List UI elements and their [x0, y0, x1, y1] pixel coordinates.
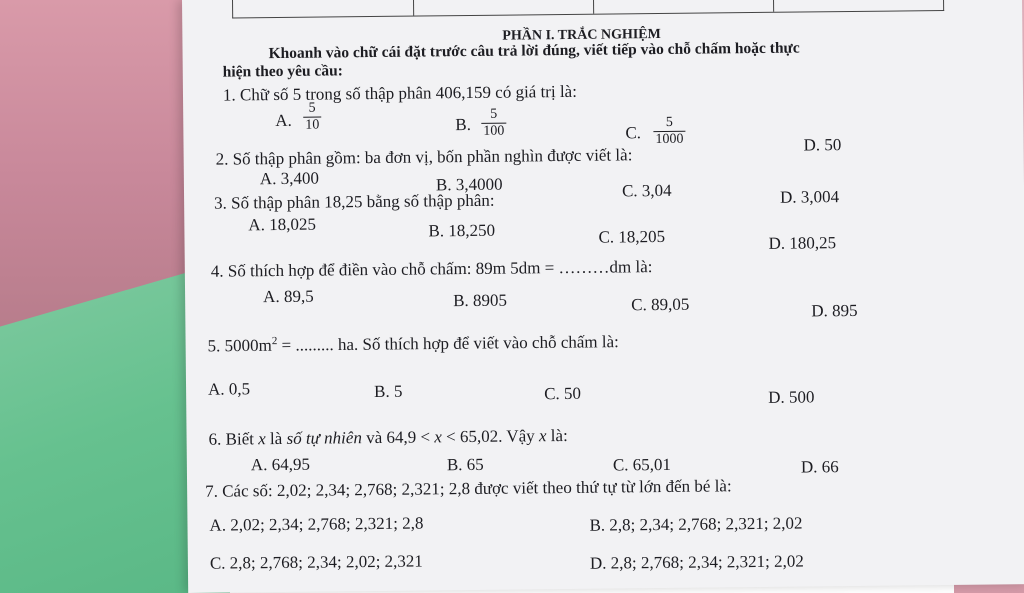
q1-option-b-label: B.	[455, 114, 472, 135]
q6-option-d: D. 66	[800, 457, 839, 477]
question-5: 5. $5000m^2$ = ......... ha. Số thích hợp để viết vào chỗ chấm là:	[207, 332, 619, 356]
q7-option-c: C. 2,8; 2,768; 2,34; 2,02; 2,321	[209, 551, 423, 573]
q6-option-a: A. 64,95	[250, 454, 310, 475]
q4-option-b: B. 8905	[453, 290, 508, 311]
q1-option-b-fraction: $\frac{5}{100}$	[481, 107, 506, 140]
instruction-line-2: hiện theo yêu cầu:	[222, 62, 343, 81]
q1-option-d: D. 50	[803, 135, 842, 155]
q5-exponent: 2	[271, 335, 278, 348]
q6-option-c: C. 65,01	[612, 454, 672, 475]
q4-option-a: A. 89,5	[263, 286, 314, 307]
q1-option-c-label: C.	[625, 123, 642, 143]
q6-option-b: B. 65	[446, 454, 484, 475]
q4-option-c: C. 89,05	[631, 294, 690, 315]
q2-option-b: B. 3,4000	[435, 174, 503, 195]
question-6: 6. Biết x là số tự nhiên và 64,9 < x < 65,02. Vậy x là:	[208, 425, 568, 449]
q2-option-d: D. 3,004	[779, 187, 840, 207]
question-7: 7. Các số: 2,02; 2,34; 2,768; 2,321; 2,8 được viết theo thứ tự từ lớn đến bé là:	[205, 476, 732, 501]
q3-option-d: D. 180,25	[768, 233, 837, 253]
q7-option-a: A. 2,02; 2,34; 2,768; 2,321; 2,8	[209, 513, 424, 535]
q3-option-c: C. 18,205	[598, 226, 666, 247]
question-3: 3. Số thập phân 18,25 bằng số thập phân:	[214, 190, 495, 213]
q1-option-a-label: A.	[275, 110, 292, 131]
q7-option-b: B. 2,8; 2,34; 2,768; 2,321; 2,02	[589, 513, 803, 535]
q3-option-b: B. 18,250	[428, 220, 496, 241]
instruction-line-1: Khoanh vào chữ cái đặt trước câu trả lời đúng, viết tiếp vào chỗ chấm hoặc thực	[268, 39, 800, 63]
score-table	[232, 0, 944, 18]
q2-option-a: A. 3,400	[259, 168, 320, 189]
question-1: 1. Chữ số 5 trong số thập phân 406,159 có giá trị là:	[222, 81, 577, 105]
question-2: 2. Số thập phân gồm: ba đơn vị, bốn phần nghìn được viết là:	[215, 145, 633, 169]
worksheet-paper	[182, 0, 1024, 593]
q1-option-a-fraction: $\frac{5}{10}$	[303, 101, 321, 134]
q5-option-b: B. 5	[374, 381, 403, 402]
section-title: PHẦN I. TRẮC NGHIỆM	[502, 26, 661, 44]
question-4: 4. Số thích hợp để điền vào chỗ chấm: 89m 5dm = ………dm là:	[210, 257, 653, 281]
q7-option-d: D. 2,8; 2,768; 2,34; 2,321; 2,02	[589, 551, 804, 573]
q3-option-a: A. 18,025	[248, 214, 316, 235]
q5-option-c: C. 50	[544, 383, 582, 404]
q4-option-d: D. 895	[811, 300, 858, 321]
q2-option-c: C. 3,04	[621, 180, 672, 201]
q5-option-d: D. 500	[768, 387, 815, 407]
q1-option-c-fraction: $\frac{5}{1000}$	[653, 115, 685, 148]
q5-option-a: A. 0,5	[207, 379, 251, 399]
